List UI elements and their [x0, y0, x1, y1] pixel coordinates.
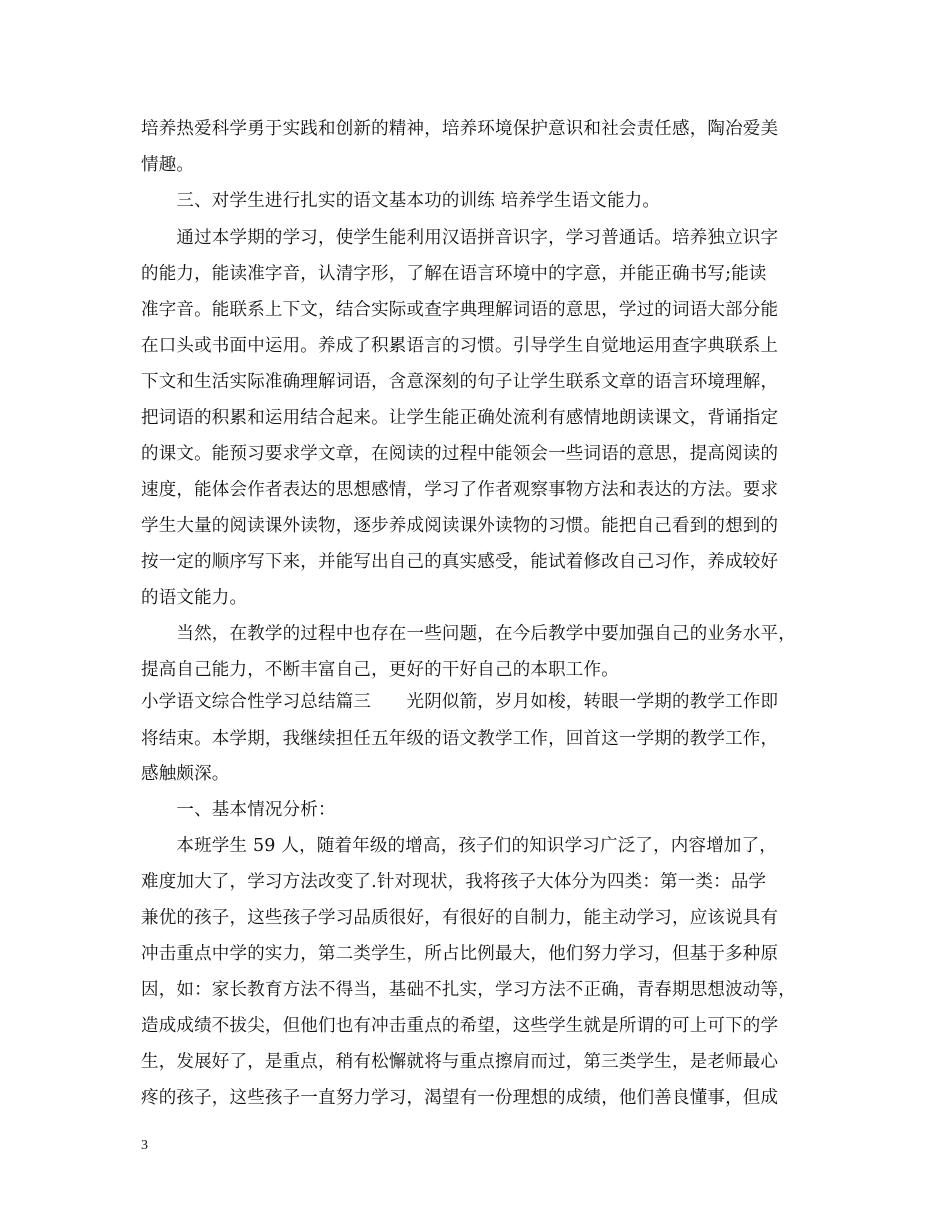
- section-heading-line: 小学语文综合性学习总结篇三 光阴似箭，岁月如梭，转眼一学期的教学工作即: [141, 692, 779, 712]
- page-number: 3: [141, 1138, 148, 1153]
- text-line: 疼的孩子，这些孩子一直努力学习，渴望有一份理想的成绩，他们善良懂事，但成: [141, 1088, 779, 1108]
- text-line: 培养热爱科学勇于实践和创新的精神，培养环境保护意识和社会责任感，陶冶爱美: [141, 119, 779, 139]
- text-line: 难度加大了，学习方法改变了.针对现状，我将孩子大体分为四类：第一类：品学: [141, 872, 767, 892]
- text-line: 在口头或书面中运用。养成了积累语言的习惯。引导学生自觉地运用查字典联系上: [141, 336, 779, 356]
- text-line: 按一定的顺序写下来，并能写出自己的真实感受，能试着修改自己习作，养成较好: [141, 552, 779, 572]
- text-line: 造成成绩不拔尖，但他们也有冲击重点的希望，这些学生就是所谓的可上可下的学: [141, 1016, 779, 1036]
- text-line: 兼优的孩子，这些孩子学习品质很好，有很好的自制力，能主动学习，应该说具有: [141, 908, 779, 928]
- text-line: 冲击重点中学的实力，第二类学生，所占比例最大，他们努力学习，但基于多种原: [141, 944, 779, 964]
- text-line: 的能力，能读准字音，认清字形，了解在语言环境中的字意，并能正确书写;能读: [141, 264, 767, 284]
- text-line: 一、基本情况分析：: [141, 800, 336, 820]
- text-line: 速度，能体会作者表达的思想感情，学习了作者观察事物方法和表达的方法。要求: [141, 480, 779, 500]
- text-line: 三、对学生进行扎实的语文基本功的训练 培养学生语文能力。: [141, 191, 661, 211]
- text-line: 生，发展好了，是重点，稍有松懈就将与重点擦肩而过，第三类学生，是老师最心: [141, 1052, 779, 1072]
- text-line: 把词语的积累和运用结合起来。让学生能正确处流利有感情地朗读课文，背诵指定: [141, 408, 779, 428]
- text-line: 学生大量的阅读课外读物，逐步养成阅读课外读物的习惯。能把自己看到的想到的: [141, 516, 779, 536]
- text-line: 提高自己能力，不断丰富自己，更好的干好自己的本职工作。: [141, 660, 619, 680]
- text-line: 当然，在教学的过程中也存在一些问题，在今后教学中要加强自己的业务水平，: [141, 624, 796, 644]
- text-line: 通过本学期的学习，使学生能利用汉语拼音识字，学习普通话。培养独立识字: [141, 228, 779, 248]
- text-line: 本班学生 59 人，随着年级的增高，孩子们的知识学习广泛了，内容增加了，: [141, 836, 777, 856]
- text-line: 的课文。能预习要求学文章，在阅读的过程中能领会一些词语的意思，提高阅读的: [141, 444, 779, 464]
- text-line: 下文和生活实际准确理解词语，含意深刻的句子让学生联系文章的语言环境理解，: [141, 372, 779, 392]
- text-line: 情趣。: [141, 155, 195, 175]
- text-line: 将结束。本学期，我继续担任五年级的语文教学工作，回首这一学期的教学工作，: [141, 729, 779, 749]
- text-line: 感触颇深。: [141, 764, 230, 784]
- text-line: 因，如：家长教育方法不得当，基础不扎实，学习方法不正确，青春期思想波动等，: [141, 980, 796, 1000]
- text-line: 准字音。能联系上下文，结合实际或查字典理解词语的意思，学过的词语大部分能: [141, 300, 779, 320]
- text-line: 的语文能力。: [141, 588, 248, 608]
